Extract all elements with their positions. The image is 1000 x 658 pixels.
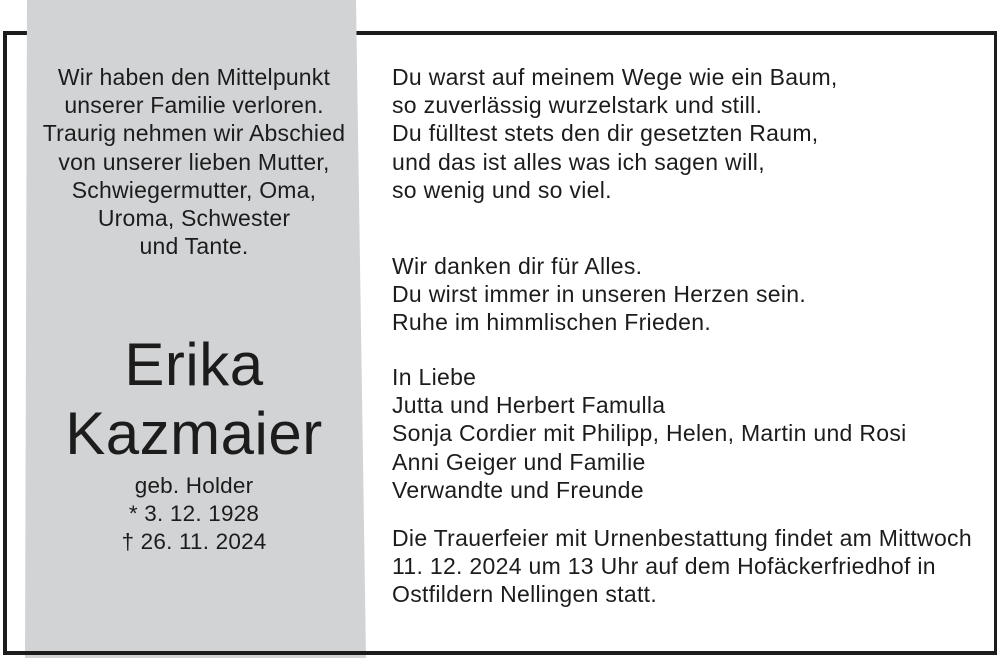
frame-left-border [3, 31, 7, 655]
funeral-line: Die Trauerfeier mit Urnenbestattung findet am Mittwoch [392, 525, 972, 551]
intro-line: Wir haben den Mittelpunkt [57, 64, 331, 90]
poem-line: Du fülltest stets den dir gesetzten Raum, [392, 120, 819, 147]
intro-line: Uroma, Schwester [97, 205, 291, 232]
family-line: Anni Geiger und Familie [392, 448, 646, 475]
thanks-block [392, 252, 967, 337]
intro-line: von unserer lieben Mutter, [58, 148, 330, 175]
poem-block [392, 63, 967, 204]
funeral-line: Ostfildern Nellingen statt. [392, 581, 658, 608]
thanks-line: Wir danken dir für Alles. [392, 253, 643, 279]
family-names-block [392, 363, 967, 504]
death-date-line: † 26. 11. 2024 [121, 529, 267, 554]
family-line: Verwandte und Freunde [392, 476, 644, 503]
deceased-last-name: Kazmaier [65, 400, 323, 467]
funeral-info-block [392, 524, 972, 609]
left-column [24, 0, 364, 658]
intro-line: Traurig nehmen wir Abschied [42, 120, 346, 147]
deceased-first-name: Erika [124, 331, 264, 398]
family-line: Sonja Cordier mit Philipp, Helen, Martin und Rosi [392, 420, 907, 447]
life-dates [24, 472, 364, 556]
intro-line: unserer Familie verloren. [64, 92, 324, 119]
family-line: Jutta und Herbert Famulla [392, 392, 666, 419]
right-column [392, 0, 972, 658]
poem-line: so wenig und so viel. [392, 176, 612, 203]
funeral-line: 11. 12. 2024 um 13 Uhr auf dem Hofäckerfriedhof in [392, 553, 936, 580]
intro-text [24, 63, 364, 260]
poem-line: und das ist alles was ich sagen will, [392, 148, 765, 175]
poem-line: so zuverlässig wurzelstark und still. [392, 92, 763, 119]
thanks-line: Ruhe im himmlischen Frieden. [392, 309, 712, 336]
deceased-name [24, 330, 364, 468]
family-line: In Liebe [392, 364, 477, 390]
intro-line: Schwiegermutter, Oma, [71, 176, 317, 203]
intro-line: und Tante. [139, 233, 249, 260]
thanks-line: Du wirst immer in unseren Herzen sein. [392, 281, 807, 308]
frame-right-border [994, 31, 998, 655]
maiden-name-line: geb. Holder [134, 473, 254, 498]
birth-date-line: * 3. 12. 1928 [128, 501, 260, 526]
poem-line: Du warst auf meinem Wege wie ein Baum, [392, 64, 838, 90]
